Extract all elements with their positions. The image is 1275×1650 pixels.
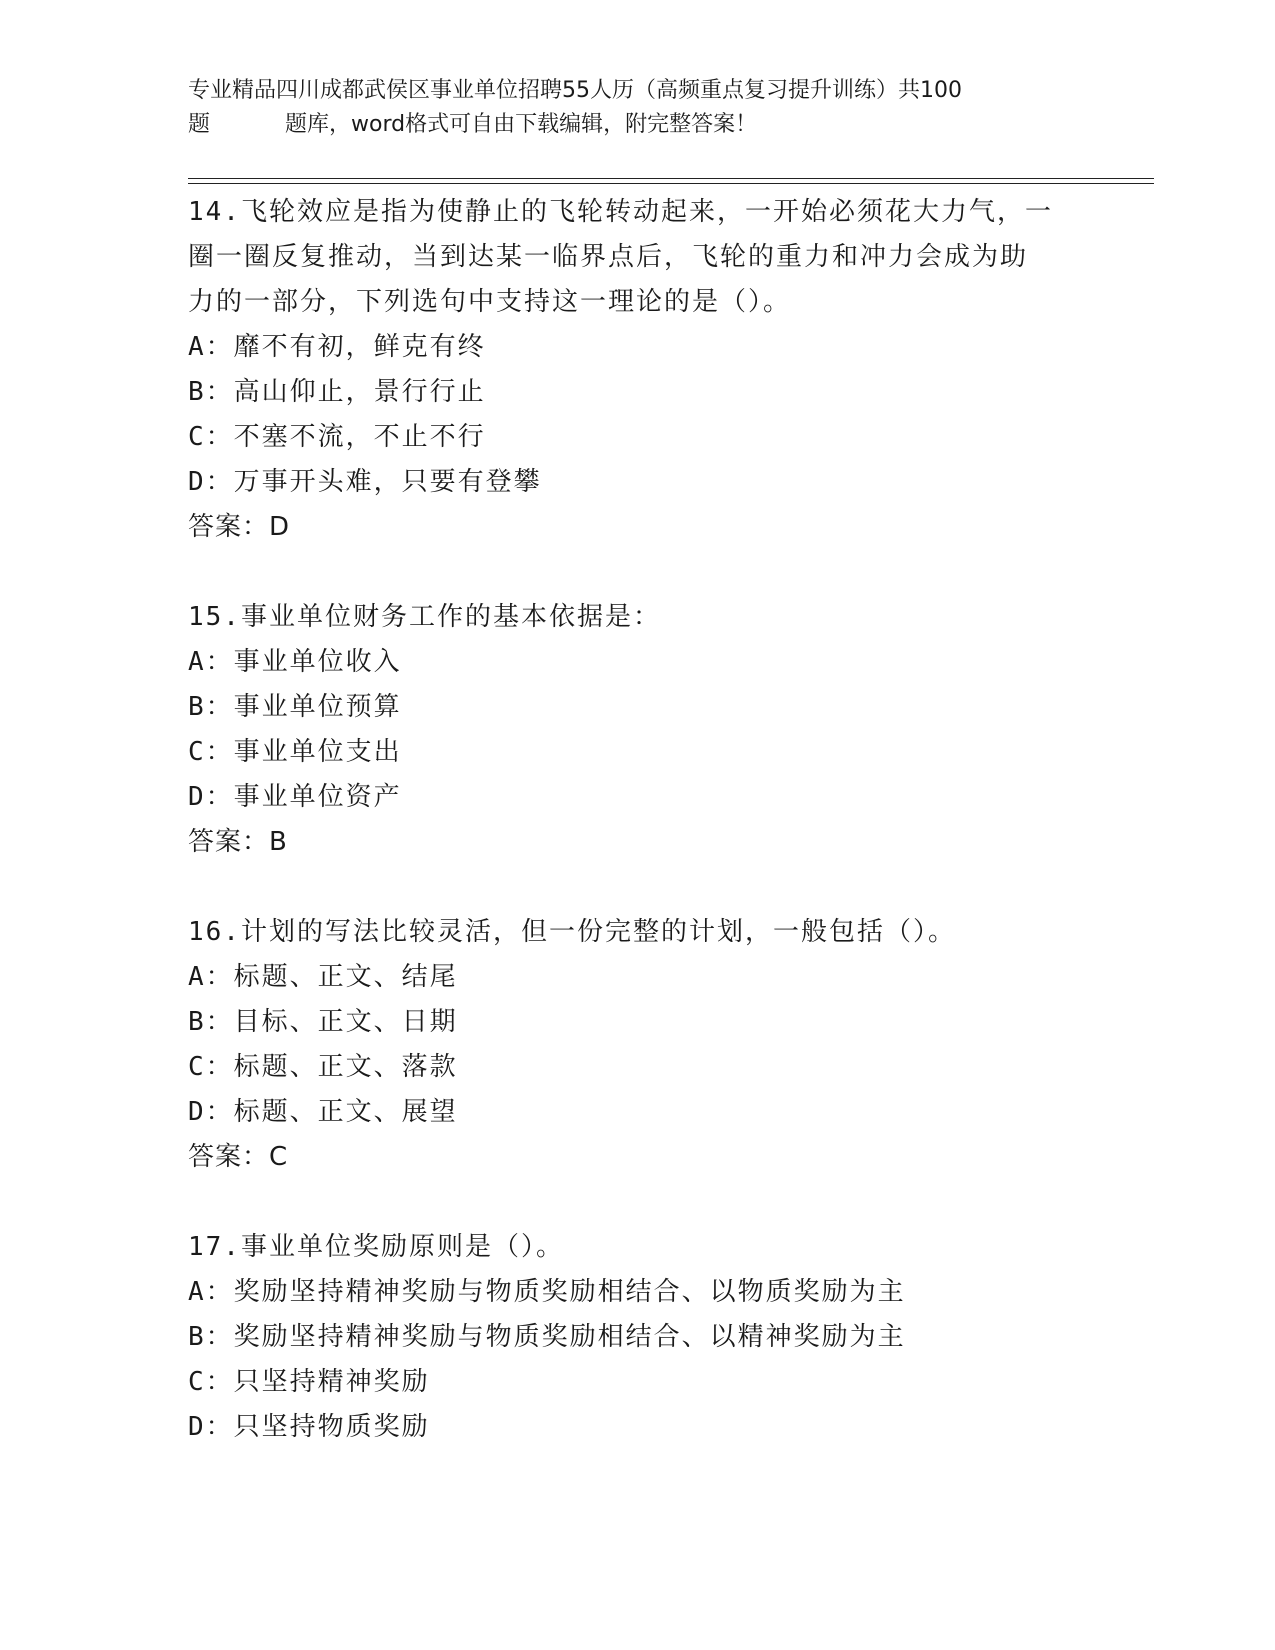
- option-d: D：只坚持物质奖励: [188, 1412, 430, 1442]
- option-c: C：标题、正文、落款: [188, 1052, 458, 1082]
- option-a: A：事业单位收入: [188, 647, 402, 677]
- option-c: C：只坚持精神奖励: [188, 1367, 430, 1397]
- question-17: [188, 1225, 1148, 1450]
- option-a: A：标题、正文、结尾: [188, 962, 458, 992]
- question-14: [188, 190, 1148, 550]
- question-text-line: 15.事业单位财务工作的基本依据是：: [188, 602, 661, 632]
- question-list: [188, 190, 1148, 1450]
- answer: 答案：C: [188, 1142, 289, 1172]
- header-title-line2-right: 题库，word格式可自由下载编辑，附完整答案！: [285, 112, 758, 137]
- header-title-line2: [188, 108, 1088, 142]
- header-divider-top: [188, 178, 1154, 179]
- question-text-line: 16.计划的写法比较灵活，但一份完整的计划，一般包括（）。: [188, 917, 956, 947]
- question-16: [188, 910, 1148, 1180]
- question-15: [188, 595, 1148, 865]
- option-b: B：高山仰止，景行行止: [188, 377, 486, 407]
- answer: 答案：B: [188, 827, 288, 857]
- option-b: B：目标、正文、日期: [188, 1007, 458, 1037]
- option-c: C：不塞不流，不止不行: [188, 422, 486, 452]
- option-b: B：奖励坚持精神奖励与物质奖励相结合、以精神奖励为主: [188, 1322, 906, 1352]
- answer: 答案：D: [188, 512, 291, 542]
- header-divider-bottom: [188, 183, 1154, 184]
- question-text-line: 17.事业单位奖励原则是（）。: [188, 1232, 564, 1262]
- question-text-line: 14.飞轮效应是指为使静止的飞轮转动起来，一开始必须花大力气，一: [188, 197, 1053, 227]
- option-d: D：事业单位资产: [188, 782, 402, 812]
- option-a: A：靡不有初，鲜克有终: [188, 332, 486, 362]
- header-title-line2-left: 题: [188, 112, 211, 137]
- option-d: D：标题、正文、展望: [188, 1097, 458, 1127]
- option-a: A：奖励坚持精神奖励与物质奖励相结合、以物质奖励为主: [188, 1277, 906, 1307]
- option-c: C：事业单位支出: [188, 737, 402, 767]
- option-b: B：事业单位预算: [188, 692, 402, 722]
- question-text-line: 力的一部分，下列选句中支持这一理论的是（）。: [188, 287, 792, 317]
- header-title-line1: 专业精品四川成都武侯区事业单位招聘55人历（高频重点复习提升训练）共100: [188, 78, 962, 103]
- question-text-line: 圈一圈反复推动，当到达某一临界点后，飞轮的重力和冲力会成为助: [188, 242, 1029, 272]
- document-header: [188, 74, 1088, 142]
- option-d: D：万事开头难，只要有登攀: [188, 467, 542, 497]
